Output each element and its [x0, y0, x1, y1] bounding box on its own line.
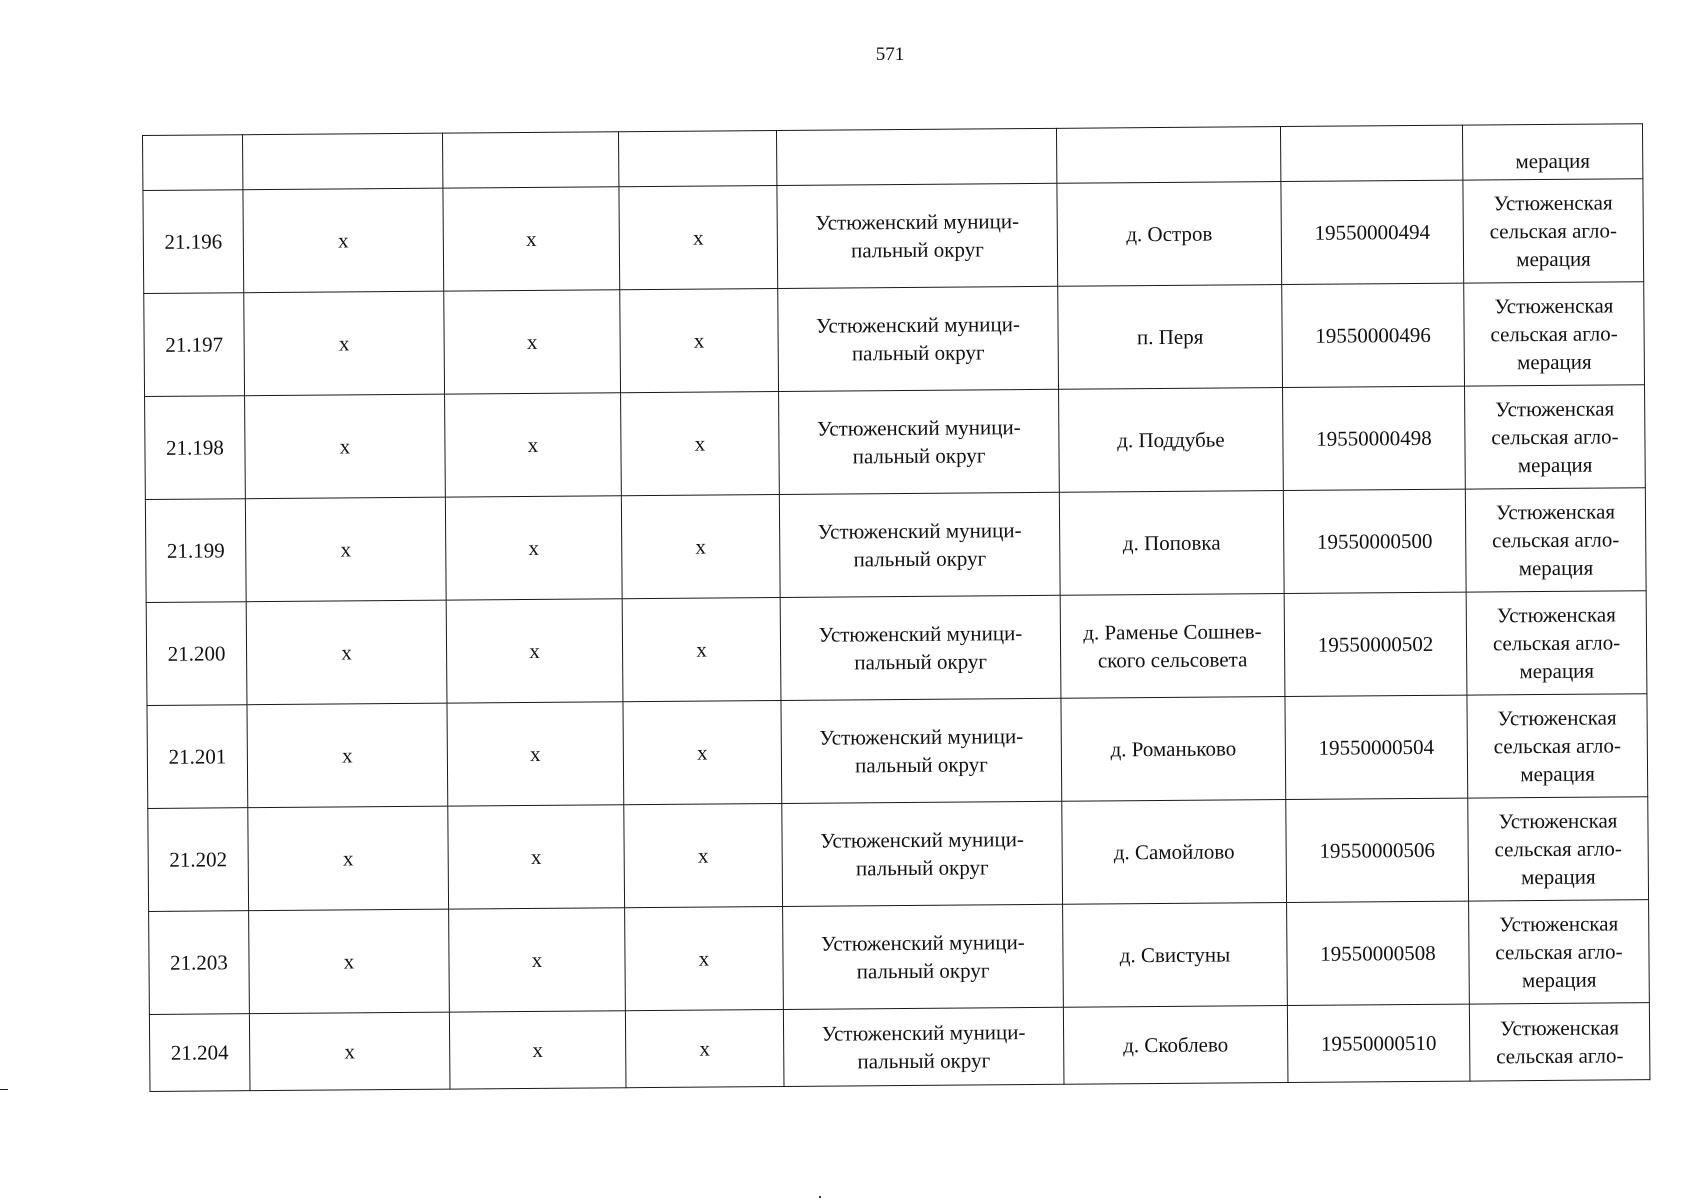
code-cell: 19550000510: [1287, 1004, 1470, 1082]
code-cell: 19550000504: [1285, 695, 1468, 799]
mark-cell: х: [244, 291, 445, 396]
table-cell: [1056, 127, 1280, 184]
mark-cell: х: [247, 703, 448, 808]
mark-cell: х: [625, 1009, 784, 1087]
mark-cell: х: [624, 803, 783, 907]
code-cell: 19550000506: [1286, 798, 1469, 902]
mark-cell: х: [248, 806, 449, 911]
table-row: [146, 591, 1647, 706]
table-row: [145, 385, 1646, 500]
page-number: 571: [875, 44, 905, 65]
settlement-cell: д. Скоблево: [1063, 1006, 1288, 1085]
mark-cell: х: [245, 394, 446, 499]
row-number-cell: 21.199: [145, 499, 246, 603]
mark-cell: х: [621, 392, 780, 496]
mark-cell: х: [449, 908, 626, 1012]
district-cell: Устюженский муници- пальный округ: [779, 389, 1060, 494]
agglomeration-cell: Устюженская сельская агло- мерация: [1466, 591, 1647, 695]
settlement-cell: д. Свистуны: [1063, 903, 1288, 1008]
settlements-table: [142, 123, 1650, 1092]
agglomeration-cell: Устюженская сельская агло- мерация: [1464, 282, 1645, 386]
district-cell: Устюженский муници- пальный округ: [783, 1007, 1064, 1086]
settlement-cell: д. Самойлово: [1062, 800, 1287, 905]
mark-cell: х: [625, 906, 784, 1010]
settlement-cell: д. Поддубье: [1059, 388, 1284, 493]
mark-cell: х: [445, 393, 622, 497]
agglomeration-cell: Устюженская сельская агло- мерация: [1469, 900, 1650, 1004]
mark-cell: х: [449, 1011, 626, 1089]
mark-cell: х: [249, 909, 450, 1014]
settlement-cell: д. Романьково: [1061, 697, 1286, 802]
agglomeration-cell: Устюженская сельская агло- мерация: [1465, 488, 1646, 592]
row-number-cell: 21.200: [146, 602, 247, 706]
table-row: [149, 900, 1650, 1015]
mark-cell: х: [246, 600, 447, 705]
settlement-cell: д. Остров: [1057, 182, 1282, 287]
settlement-cell: п. Перя: [1058, 285, 1283, 390]
district-cell: Устюженский муници- пальный округ: [783, 904, 1064, 1009]
mark-cell: х: [622, 598, 781, 702]
row-number-cell: 21.197: [144, 293, 245, 397]
row-number-cell: 21.203: [149, 911, 250, 1015]
table-row: [145, 488, 1646, 603]
agglomeration-cell: Устюженская сельская агло- мерация: [1465, 385, 1646, 489]
district-cell: Устюженский муници- пальный округ: [779, 492, 1060, 597]
code-cell: 19550000496: [1282, 283, 1465, 387]
row-number-cell: 21.202: [148, 808, 249, 912]
mark-cell: х: [444, 290, 621, 394]
table-row: [144, 282, 1645, 397]
table-cell: [143, 135, 243, 191]
settlement-cell: д. Раменье Сошнев- ского сельсовета: [1060, 594, 1285, 699]
row-number-cell: 21.196: [143, 190, 244, 294]
table-row: [148, 797, 1649, 912]
margin-dot: [819, 1196, 821, 1198]
code-cell: 19550000494: [1281, 180, 1464, 284]
table-cell: [243, 133, 443, 190]
row-number-cell: 21.198: [145, 396, 246, 500]
table-row: [143, 179, 1644, 294]
table-row: [147, 694, 1648, 809]
mark-cell: х: [249, 1012, 450, 1091]
mark-cell: х: [245, 497, 446, 602]
mark-cell: х: [623, 700, 782, 804]
agglomeration-cell: Устюженская сельская агло- мерация: [1468, 797, 1649, 901]
row-number-cell: 21.204: [149, 1014, 250, 1092]
row-number-cell: 21.201: [147, 705, 248, 809]
mark-cell: х: [621, 495, 780, 599]
code-cell: 19550000498: [1283, 386, 1466, 490]
district-cell: Устюженский муници- пальный округ: [778, 286, 1059, 391]
mark-cell: х: [446, 599, 623, 703]
district-cell: Устюженский муници- пальный округ: [781, 698, 1062, 803]
mark-cell: х: [243, 188, 444, 293]
margin-dash: [0, 1089, 8, 1090]
agglomeration-cell: Устюженская сельская агло- мерация: [1467, 694, 1648, 798]
mark-cell: х: [445, 496, 622, 600]
settlement-cell: д. Поповка: [1059, 491, 1284, 596]
agglomeration-cell: Устюженская сельская агло-: [1469, 1003, 1650, 1081]
table-cell: [442, 132, 618, 188]
code-cell: 19550000508: [1287, 901, 1470, 1005]
mark-cell: х: [443, 187, 620, 291]
district-cell: Устюженский муници- пальный округ: [782, 801, 1063, 906]
table-row: [149, 1003, 1650, 1092]
agglomeration-cell: мерация: [1462, 124, 1642, 180]
code-cell: 19550000502: [1284, 592, 1467, 696]
district-cell: Устюженский муници- пальный округ: [780, 595, 1061, 700]
code-cell: 19550000500: [1283, 489, 1466, 593]
district-cell: Устюженский муници- пальный округ: [777, 183, 1058, 288]
table-cell: [618, 131, 776, 187]
table-cell: [776, 128, 1056, 185]
agglomeration-cell: Устюженская сельская агло- мерация: [1463, 179, 1644, 283]
mark-cell: х: [619, 186, 778, 290]
mark-cell: х: [620, 289, 779, 393]
mark-cell: х: [448, 805, 625, 909]
table-cell: [1280, 125, 1462, 181]
mark-cell: х: [447, 702, 624, 806]
